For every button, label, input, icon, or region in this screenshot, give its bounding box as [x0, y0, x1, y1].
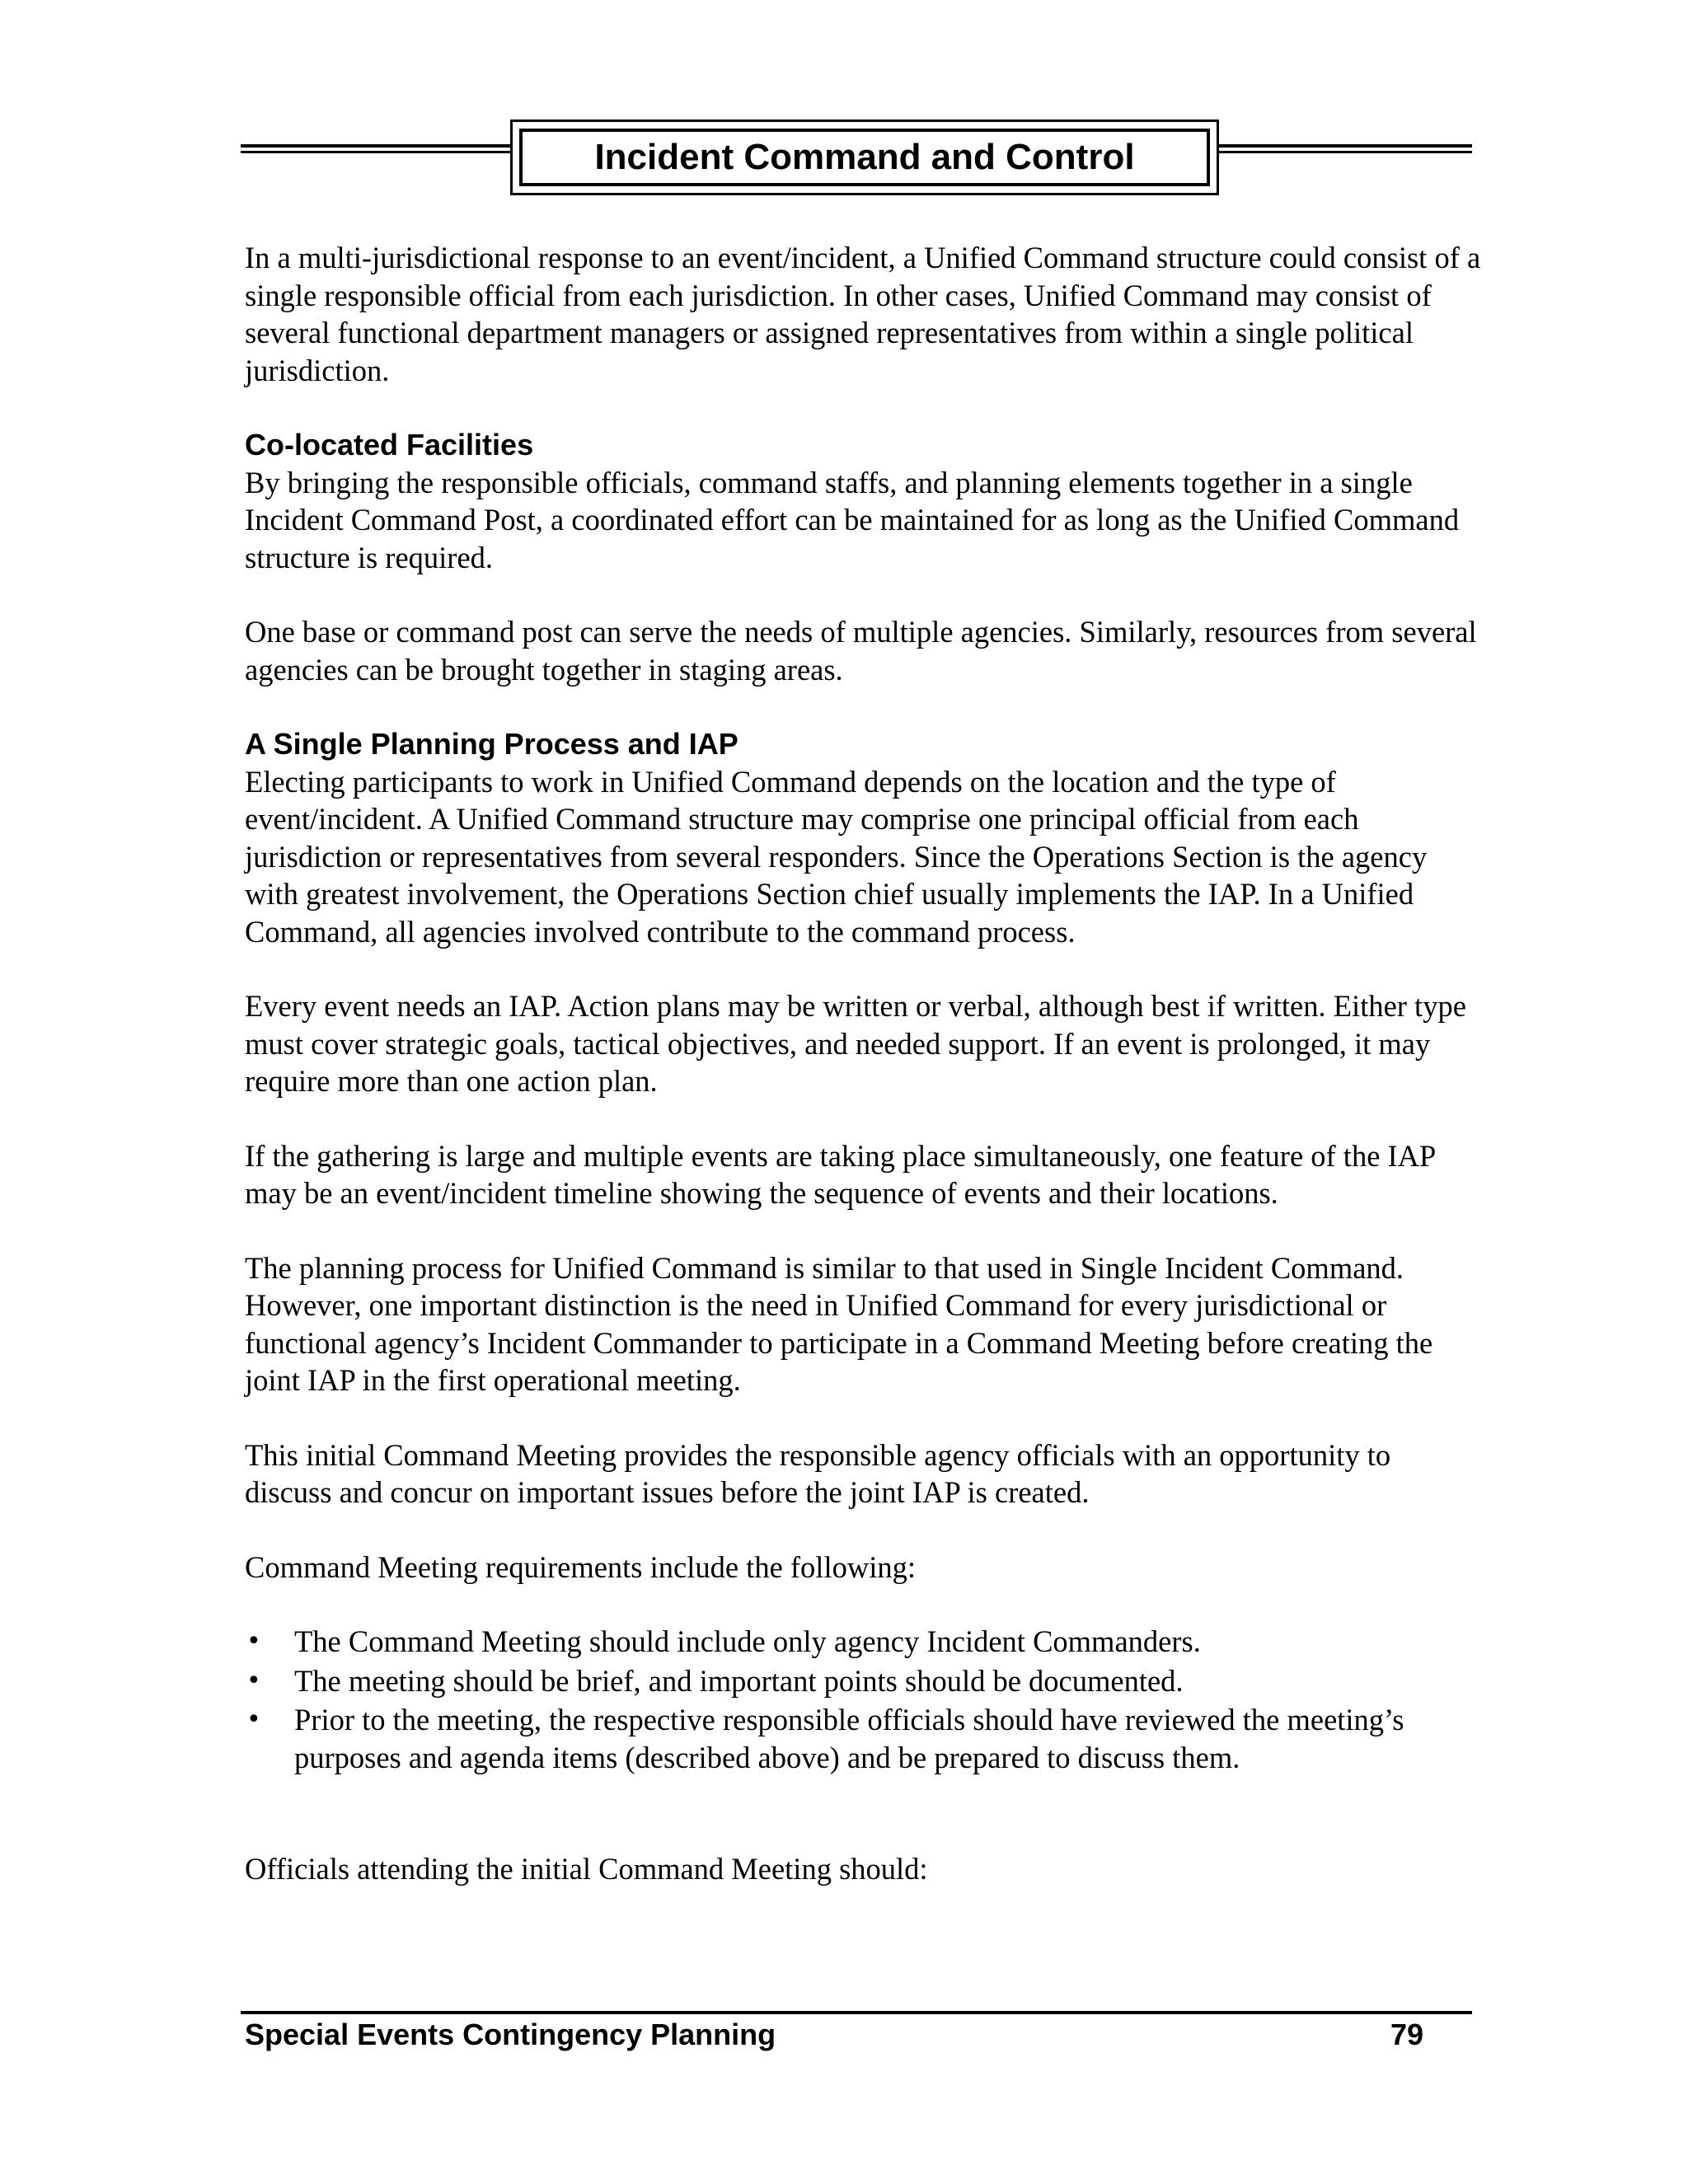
- paragraph: The planning process for Unified Command is similar to that used in Single Incident Command. However, one important distinction is the need in Unified Command for every jurisdictional or functional agency’s Incident Commander to participate in a Command Meeting before creating the joint IAP in the first operational meeting.: [245, 1250, 1433, 1397]
- list-item: • Prior to the meeting, the respective responsible officials should have reviewed the meeting’s purposes and agenda items (described above) and be prepared to discuss them.: [246, 1703, 1404, 1774]
- section-heading-co-located-facilities: Co-located Facilities: [245, 428, 534, 462]
- intro-paragraph: In a multi-jurisdictional response to an event/incident, a Unified Command structure could consist of a single responsible official from each jurisdiction. In other cases, Unified Command may consist of several functional department managers or assigned representatives from within a single political jurisdiction.: [245, 241, 1481, 387]
- paragraph: One base or command post can serve the needs of multiple agencies. Similarly, resources from several agencies can be brought together in staging areas.: [245, 615, 1477, 687]
- bullet-icon: •: [246, 1627, 261, 1656]
- page-number: 79: [1390, 2018, 1423, 2051]
- paragraph: If the gathering is large and multiple events are taking place simultaneously, one feature of the IAP may be an event/incident timeline showing the sequence of events and their locations.: [245, 1138, 1435, 1210]
- paragraph: Electing participants to work in Unified Command depends on the location and the type of event/incident. A Unified Command structure may comprise one principal official from each jurisdiction or representatives from several responders. Since the Operations Section is the agency with greatest involvement, the Operations Section chief usually implements the IAP. In a Unified Command, all agencies involved contribute to the command process.: [245, 764, 1428, 949]
- list-item: • The Command Meeting should include only agency Incident Commanders.: [245, 1623, 1481, 1661]
- page-title: Incident Command and Control: [519, 129, 1210, 186]
- requirements-list: [245, 1623, 1481, 1776]
- bullet-icon: •: [246, 1705, 261, 1734]
- page-body: [245, 239, 1481, 1925]
- closing-paragraph: Officials attending the initial Command Meeting should:: [245, 1852, 928, 1886]
- section-heading-single-planning-process: A Single Planning Process and IAP: [245, 727, 738, 761]
- page-footer: [245, 2018, 1423, 2052]
- paragraph: Command Meeting requirements include the following:: [245, 1549, 916, 1584]
- paragraph: Every event needs an IAP. Action plans may be written or verbal, although best if written. Either type must cover strategic goals, tactical objectives, and needed support. If an event is prolonged, it may require more than one action plan.: [245, 989, 1466, 1098]
- header-rule-left-bottom: [241, 151, 510, 153]
- page-header: [241, 120, 1472, 199]
- header-title-box: [510, 120, 1219, 195]
- paragraph: By bringing the responsible officials, command staffs, and planning elements together in a single Incident Command Post, a coordinated effort can be maintained for as long as the Unified Command structure is required.: [245, 465, 1460, 574]
- header-rule-left-top: [241, 144, 510, 148]
- bullet-icon: •: [246, 1666, 261, 1695]
- footer-title: Special Events Contingency Planning: [245, 2018, 776, 2051]
- header-rule-right-bottom: [1219, 151, 1472, 153]
- header-rule-right-top: [1219, 144, 1472, 148]
- paragraph: This initial Command Meeting provides the responsible agency officials with an opportunity to discuss and concur on important issues before the joint IAP is created.: [245, 1437, 1391, 1509]
- list-item: • The meeting should be brief, and important points should be documented.: [245, 1662, 1481, 1700]
- footer-rule: [241, 2011, 1472, 2014]
